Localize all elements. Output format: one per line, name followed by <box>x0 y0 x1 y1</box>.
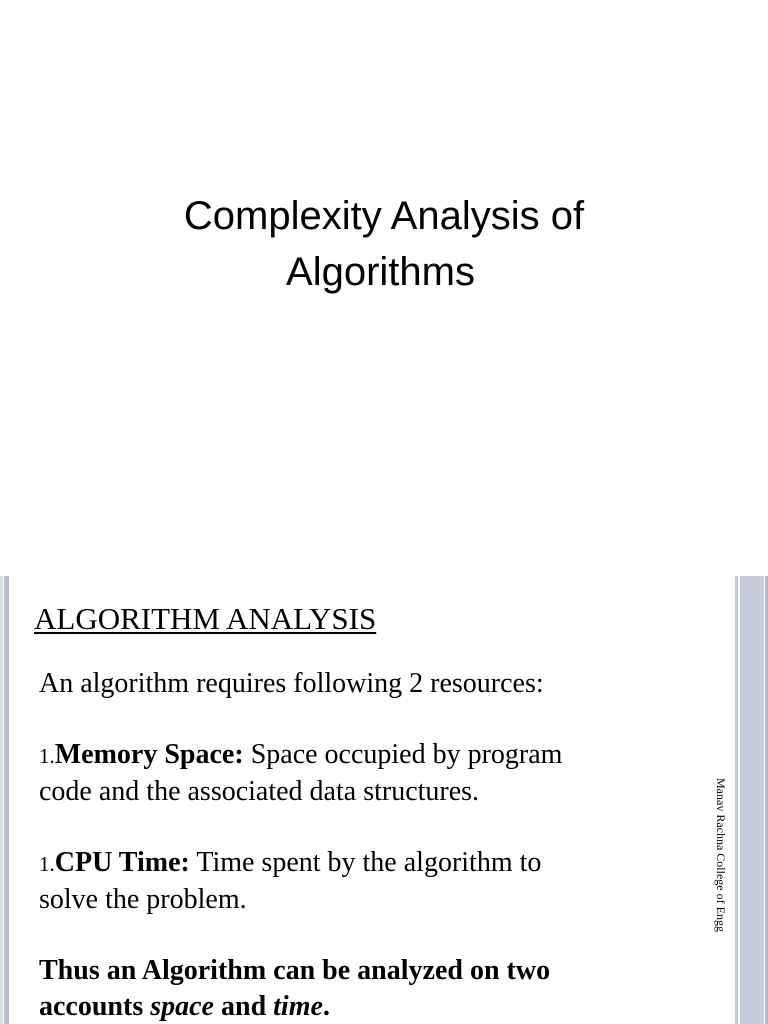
word-time: time <box>273 991 323 1022</box>
cpu-time-item <box>39 845 541 918</box>
title-line-2: Algorithms <box>286 250 475 294</box>
slide-heading: ALGORITHM ANALYSIS <box>34 601 377 636</box>
left-border-stripe <box>0 576 3 1024</box>
item-number: 1. <box>39 852 55 876</box>
side-footer-label <box>711 778 729 968</box>
conclusion-part-4: . <box>322 991 330 1022</box>
title-line-1: Complexity Analysis of <box>183 194 585 238</box>
memory-space-text-1: Space occupied by program <box>243 739 563 770</box>
slide-title <box>0 188 768 300</box>
institution-name: Manav Rachna College of Engg <box>714 778 728 932</box>
word-space: space <box>150 991 214 1022</box>
conclusion-part-1: Thus an Algorithm can be analyzed on two <box>39 955 551 986</box>
memory-space-label: Memory Space: <box>54 739 244 770</box>
memory-space-text-2: code and the associated data structures. <box>39 776 480 807</box>
intro-text: An algorithm requires following 2 resources: <box>39 668 544 699</box>
content-slide <box>0 576 768 1024</box>
conclusion-part-2: accounts <box>39 991 151 1022</box>
item-number: 1. <box>39 744 55 768</box>
left-border-stripe-inner <box>4 576 9 1024</box>
memory-space-item <box>39 737 562 810</box>
cpu-time-label: CPU Time: <box>54 847 190 878</box>
cpu-time-text-2: solve the problem. <box>39 884 247 915</box>
conclusion-part-3: and <box>214 991 274 1022</box>
conclusion-text <box>39 953 550 1024</box>
right-border-band <box>740 576 764 1024</box>
right-border-stripe-1 <box>735 576 738 1024</box>
cpu-time-text-1: Time spent by the algorithm to <box>189 847 542 878</box>
